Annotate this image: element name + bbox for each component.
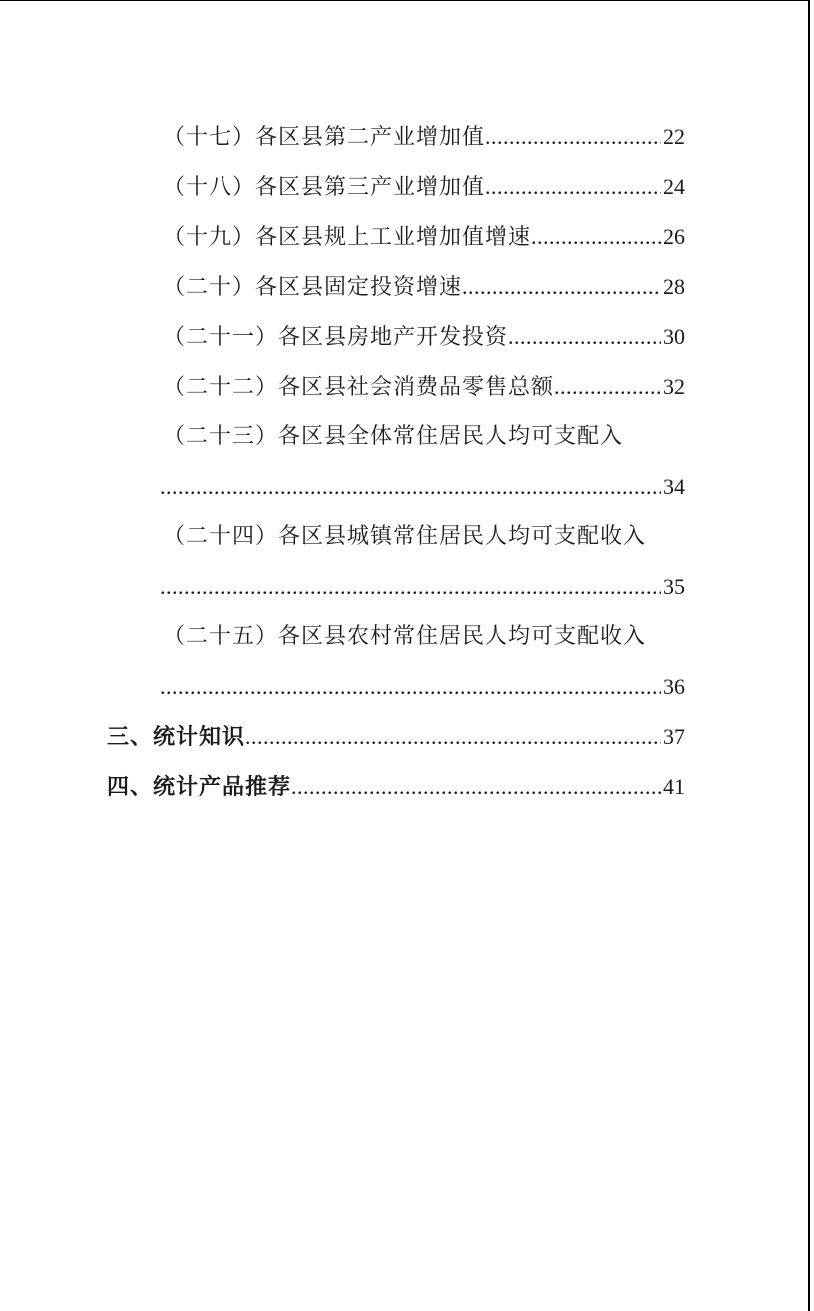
toc-page-number: 24 bbox=[663, 174, 685, 199]
toc-entry-22[interactable] bbox=[163, 367, 685, 407]
toc-entry-18[interactable] bbox=[163, 167, 685, 207]
toc-leader-dots bbox=[160, 667, 661, 707]
toc-page-number: 28 bbox=[663, 274, 685, 299]
toc-page-number: 36 bbox=[663, 674, 685, 699]
toc-page-number: 32 bbox=[663, 374, 685, 399]
toc-page-number: 37 bbox=[663, 724, 685, 749]
toc-entry-17[interactable] bbox=[163, 117, 685, 157]
toc-page-number: 26 bbox=[663, 224, 685, 249]
toc-leader-dots bbox=[160, 467, 661, 507]
toc-leader-dots bbox=[531, 217, 661, 257]
toc-entry-19[interactable] bbox=[163, 217, 685, 257]
toc-page-number: 41 bbox=[663, 774, 685, 799]
toc-entry-label: （二十一）各区县房地产开发投资 bbox=[163, 325, 509, 350]
toc-entry-25-label[interactable]: （二十五）各区县农村常住居民人均可支配收入 bbox=[163, 624, 647, 649]
toc-entry-23-label[interactable]: （二十三）各区县全体常住居民人均可支配入 bbox=[163, 424, 624, 449]
toc-leader-dots bbox=[160, 567, 661, 607]
toc-leader-dots bbox=[462, 267, 661, 307]
toc-page-number: 35 bbox=[663, 574, 685, 599]
toc-leader-dots bbox=[291, 767, 661, 807]
toc-entry-24-label[interactable]: （二十四）各区县城镇常住居民人均可支配收入 bbox=[163, 524, 647, 549]
toc-page-number: 30 bbox=[663, 324, 685, 349]
toc-entry-label: （二十二）各区县社会消费品零售总额 bbox=[163, 375, 555, 400]
toc-leader-dots bbox=[554, 367, 661, 407]
toc-entry-21[interactable] bbox=[163, 317, 685, 357]
toc-entry-20[interactable] bbox=[163, 267, 685, 307]
toc-section-product-recommendation[interactable] bbox=[107, 767, 685, 807]
toc-entry-24-leader[interactable] bbox=[160, 567, 685, 607]
toc-page-number: 34 bbox=[663, 474, 685, 499]
toc-entry-25-leader[interactable] bbox=[160, 667, 685, 707]
toc-entry-label: （二十）各区县固定投资增速 bbox=[163, 275, 463, 300]
toc-entry-label: 四、统计产品推荐 bbox=[107, 774, 292, 800]
toc-entry-label: （十八）各区县第三产业增加值 bbox=[163, 175, 486, 200]
toc-leader-dots bbox=[245, 717, 661, 757]
toc-entry-label: （十七）各区县第二产业增加值 bbox=[163, 125, 486, 150]
toc-section-statistics-knowledge[interactable] bbox=[107, 717, 685, 757]
toc-leader-dots bbox=[485, 117, 661, 157]
toc-entry-label: （十九）各区县规上工业增加值增速 bbox=[163, 225, 532, 250]
toc-entry-label: 三、统计知识 bbox=[107, 724, 246, 750]
toc-entry-23-leader[interactable] bbox=[160, 467, 685, 507]
toc-leader-dots bbox=[508, 317, 661, 357]
toc-page-number: 22 bbox=[663, 124, 685, 149]
toc-leader-dots bbox=[485, 167, 661, 207]
